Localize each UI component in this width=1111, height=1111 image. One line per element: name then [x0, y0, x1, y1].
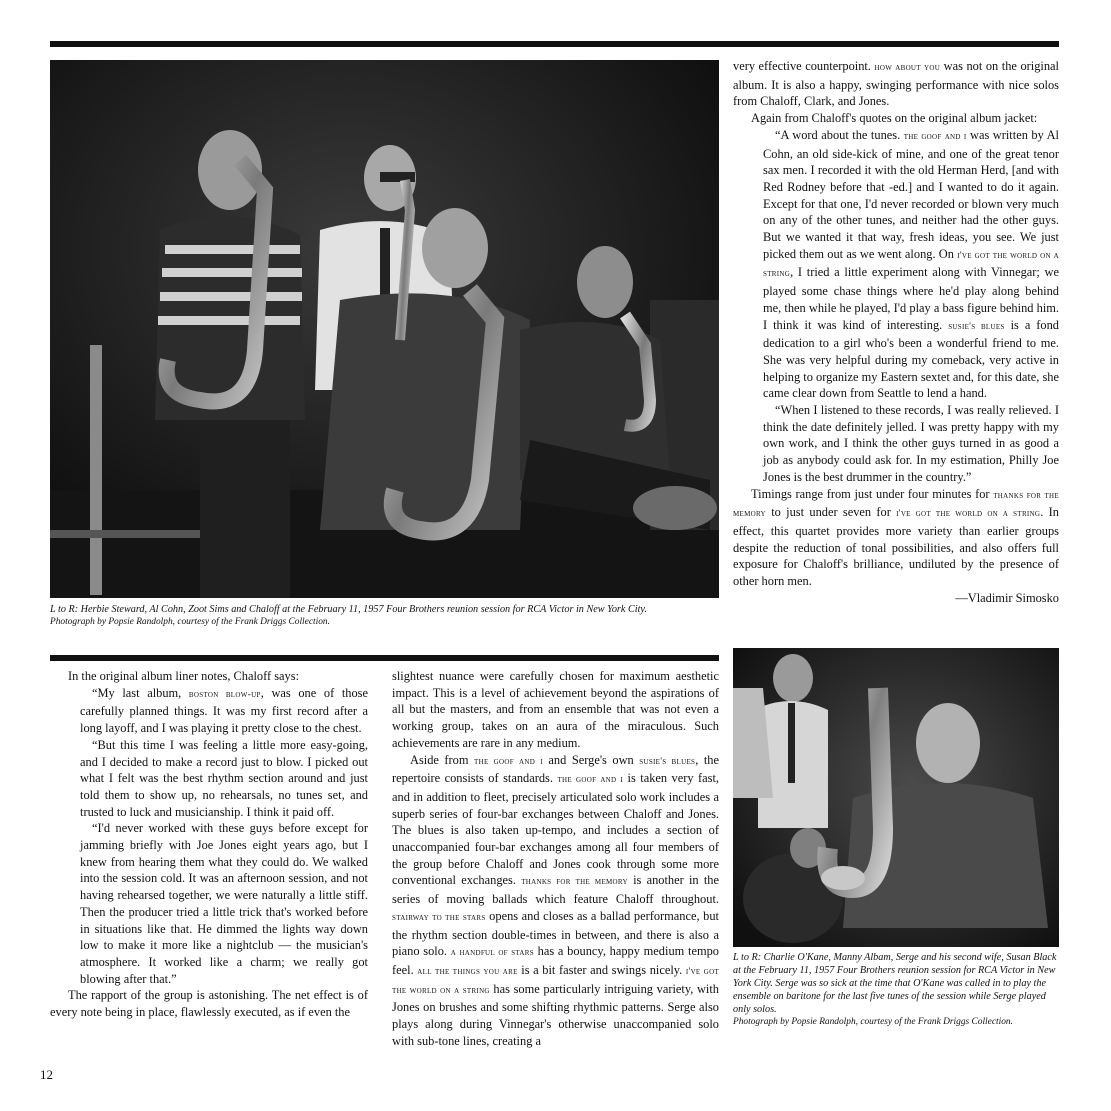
middle-para-1: slightest nuance were carefully chosen for maximum aesthetic impact. This is a level of achievement beyond the aspirations of all but the masters, and from an ensemble that was not even a working group, takes on an aura of the miraculous. Such achievements are rare in any medium. — [392, 669, 719, 750]
photo-bottom-caption — [733, 951, 1059, 1029]
page-number: 12 — [40, 1067, 53, 1082]
mid-text-e: is another in the series of moving ballads which feature Chaloff throughout. — [392, 873, 719, 907]
mid-text-d: is taken very fast, and in addition to fleet, precisely articulated solo work includes a superb series of four-bar exchanges between Chaloff and Jones. The blues is also taken up-tempo, and includes a section of unaccompanied four-bar exchanges among all four members of the group before Chaloff and Jones cook through some more conventional exchanges. — [392, 771, 719, 888]
right-q1-text-c: , I tried a little experiment along with Vinnegar; we played some chase things where he'd play along behind me, then while he played, I'd play a bass figure behind him. I think it was kind of interesting. — [763, 265, 1059, 332]
title-a-handful-of-stars: a handful of stars — [450, 947, 534, 959]
mid-text-g: has a bouncy, happy medium tempo feel. — [392, 944, 719, 977]
title-susies-blues-mid: susie's blues — [639, 755, 696, 767]
title-the-goof-and-i-mid: the goof and i — [474, 755, 543, 767]
top-rule — [50, 41, 1059, 47]
right-column — [733, 58, 1059, 607]
title-all-the-things-you-are: all the things you are — [417, 965, 518, 977]
title-stairway-to-the-stars: stairway to the stars — [392, 911, 486, 923]
title-world-on-a-string-mid: i've got the world on a string — [392, 965, 720, 996]
middle-column — [392, 668, 719, 1049]
left-q1-text-a: “My last album, — [92, 685, 189, 700]
right-q1-text-d: is a fond dedication to a girl who's been a wonderful friend to me. She was very helpful during my comeback, very active in helping to organize my Eastern sextet and, for this date, she came clear down from Seattle to lend a hand. — [763, 317, 1059, 401]
middle-para-2 — [392, 752, 719, 1050]
mid-text-a: Aside from — [410, 752, 475, 767]
title-the-goof-and-i: the goof and i — [903, 130, 967, 142]
right-para-3 — [733, 486, 1059, 590]
photo-saxophonists-image — [50, 60, 719, 598]
mid-text-c: , the repertoire consists of standards. — [392, 752, 719, 786]
right-q1-text-b: was written by Al Cohn, an old side-kick of mine, and one of the great tenor sax men. I recorded it with the old Herman Herd, [and with Red Rodney before that -ed.] and I wanted to do it again. Except for that one, I'd never recorded or blown very much on any of the other tunes, and neither had the other guys. But we wanted it that way, fresh ideas, you see. We just picked them out as we went along. On — [763, 127, 1059, 261]
photo-session-group-image — [733, 648, 1059, 947]
left-para-2: The rapport of the group is astonishing. The net effect is of every note being in place, flawlessly executed, as if even the — [50, 988, 368, 1020]
title-the-goof-and-i-mid-2: the goof and i — [557, 774, 624, 786]
right-p3-text-a: Timings range from just under four minutes for — [751, 486, 994, 501]
right-p1-text-a: very effective counterpoint. — [733, 59, 875, 73]
left-column — [50, 668, 368, 1021]
left-quote-2: “But this time I was feeling a little more easy-going, and I decided to make a record just to blow. I picked out what I felt was the best rhythm section around and just told them to show up, no rehearsals, no tunes set, and trusted to luck and musicianship. I think it paid off. — [80, 737, 368, 819]
lower-left-rule — [50, 655, 719, 661]
right-q1-text-a: “A word about the tunes. — [775, 127, 904, 142]
right-p3-text-c: . In effect, this quartet provides more variety than earlier groups despite the reduction of tonal possibilities, and also offers full exposure for Chaloff's brilliance, undiluted by the presence of other horn men. — [733, 505, 1059, 589]
right-para-1 — [733, 58, 1059, 110]
photo-bottom-caption-text: L to R: Charlie O'Kane, Manny Albam, Serge and his second wife, Susan Black at the February 11, 1957 Four Brothers reunion session for RCA Victor in New York City. Serge was so sick at the time that O'Kane was called in to play the ensemble on baritone for the last five tunes of the session while Serge played only solos. — [733, 952, 1057, 1015]
right-quote-1 — [763, 127, 1059, 402]
title-how-about-you: how about you — [874, 62, 941, 73]
photo-bottom-credit: Photograph by Popsie Randolph, courtesy of the Frank Driggs Collection. — [733, 1017, 1013, 1027]
photo-top-caption-text: L to R: Herbie Steward, Al Cohn, Zoot Sims and Chaloff at the February 11, 1957 Four Brothers reunion session for RCA Victor in New York City. — [50, 604, 647, 615]
right-quote-2: “When I listened to these records, I was really relieved. I think the date definitely jelled. I was pretty happy with my own work, and I think the other guys turned in as good a job as anybody could ask for. In my estimation, Philly Joe Jones is the best drummer in the country.” — [763, 403, 1059, 484]
title-world-on-a-string-2: i've got the world on a string — [896, 508, 1041, 520]
mid-text-b: and Serge's own — [542, 752, 640, 767]
title-boston-blow-up: boston blow-up — [188, 688, 261, 700]
title-world-on-a-string: i've got the world on a string — [763, 249, 1060, 280]
photo-top-caption — [50, 603, 719, 629]
left-quote-3: “I'd never worked with these guys before except for jamming briefly with Joe Jones eight years ago, but I knew from hearing them what they could do. We walked into the session cold. It was an afternoon session, and not having rehearsed together, we were naturally a little stiff. Then the producer tried a little trick that's worked before in situations like that. He dimmed the lights way down low to make it more like a nightclub — the musician's atmosphere. It worked like a charm; we really got blowing after that.” — [80, 821, 368, 986]
title-thanks-for-the-memory: thanks for the memory — [733, 489, 1059, 520]
photo-saxophonists — [50, 60, 719, 598]
photo-top-credit: Photograph by Popsie Randolph, courtesy of the Frank Driggs Collection. — [50, 617, 330, 627]
mid-text-i: has some particularly intriguing variety, with Jones on brushes and some shifting rhythmic patterns. Serge also plays along during Vinnegar's otherwise unaccompanied solo with sub-tone lines, creating a — [392, 981, 719, 1048]
left-quote-1 — [80, 685, 368, 737]
title-susies-blues: susie's blues — [948, 320, 1005, 332]
mid-text-h: is a bit faster and swings nicely. — [517, 962, 686, 977]
left-para-1: In the original album liner notes, Chaloff says: — [68, 669, 300, 683]
mid-text-f: opens and closes as a ballad performance, but the rhythm section double-times in between, and there is also a piano solo. — [392, 908, 720, 959]
right-p1-text-b: was not on the original album. It is also a happy, swinging performance with nice solos from Chaloff, Clark, and Jones. — [733, 59, 1059, 109]
photo-session-group — [733, 648, 1059, 947]
left-q1-text-b: , was one of those carefully planned things. It was my first record after a long layoff, and I was playing it pretty close to the chest. — [80, 685, 369, 736]
right-para-2: Again from Chaloff's quotes on the original album jacket: — [751, 111, 1038, 126]
right-p3-text-b: to just under seven for — [765, 505, 897, 520]
author-signature: —Vladimir Simosko — [955, 590, 1059, 605]
title-thanks-for-the-memory-mid: thanks for the memory — [521, 876, 628, 888]
